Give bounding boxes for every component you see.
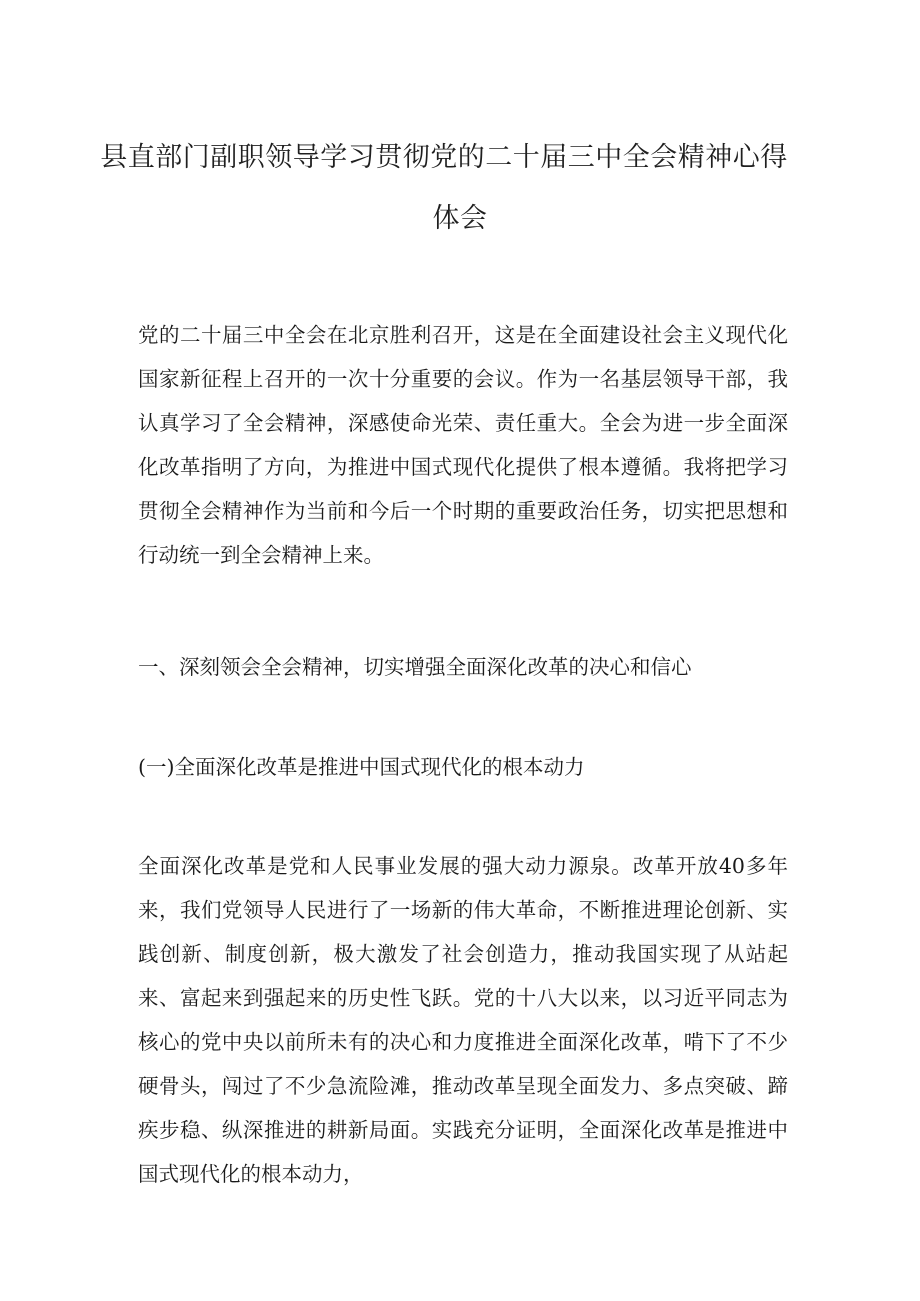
section-heading: 一、深刻领会全会精神，切实增强全面深化改革的决心和信心: [138, 655, 692, 679]
intro-paragraph: 党的二十届三中全会在北京胜利召开，这是在全面建设社会主义现代化国家新征程上召开的一次十分重要的会议。作为一名基层领导干部，我认真学习了全会精神，深感使命光荣、责任重大。全会为进一步全面深化改革指明了方向，为推进中国式现代化提供了根本遵循。我将把学习贯彻全会精神作为当前和今后一个时期的重要政治任务，切实把思想和行动统一到全会精神上来。: [138, 323, 788, 567]
document-title-line-2: 体会: [432, 203, 488, 234]
body-paragraph: 全面深化改革是党和人民事业发展的强大动力源泉。改革开放40多年来，我们党领导人民进行了一场新的伟大革命，不断推进理论创新、实践创新、制度创新，极大激发了社会创造力，推动我国实现了从站起来、富起来到强起来的历史性飞跃。党的十八大以来，以习近平同志为核心的党中央以前所未有的决心和力度推进全面深化改革，啃下了不少硬骨头，闯过了不少急流险滩，推动改革呈现全面发力、多点突破、蹄疾步稳、纵深推进的耕新局面。实践充分证明，全面深化改革是推进中国式现代化的根本动力，: [138, 854, 788, 1186]
subsection-heading: (一)全面深化改革是推进中国式现代化的根本动力: [138, 755, 585, 779]
document-title-line-1: 县直部门副职领导学习贯彻党的二十届三中全会精神心得: [100, 142, 788, 173]
